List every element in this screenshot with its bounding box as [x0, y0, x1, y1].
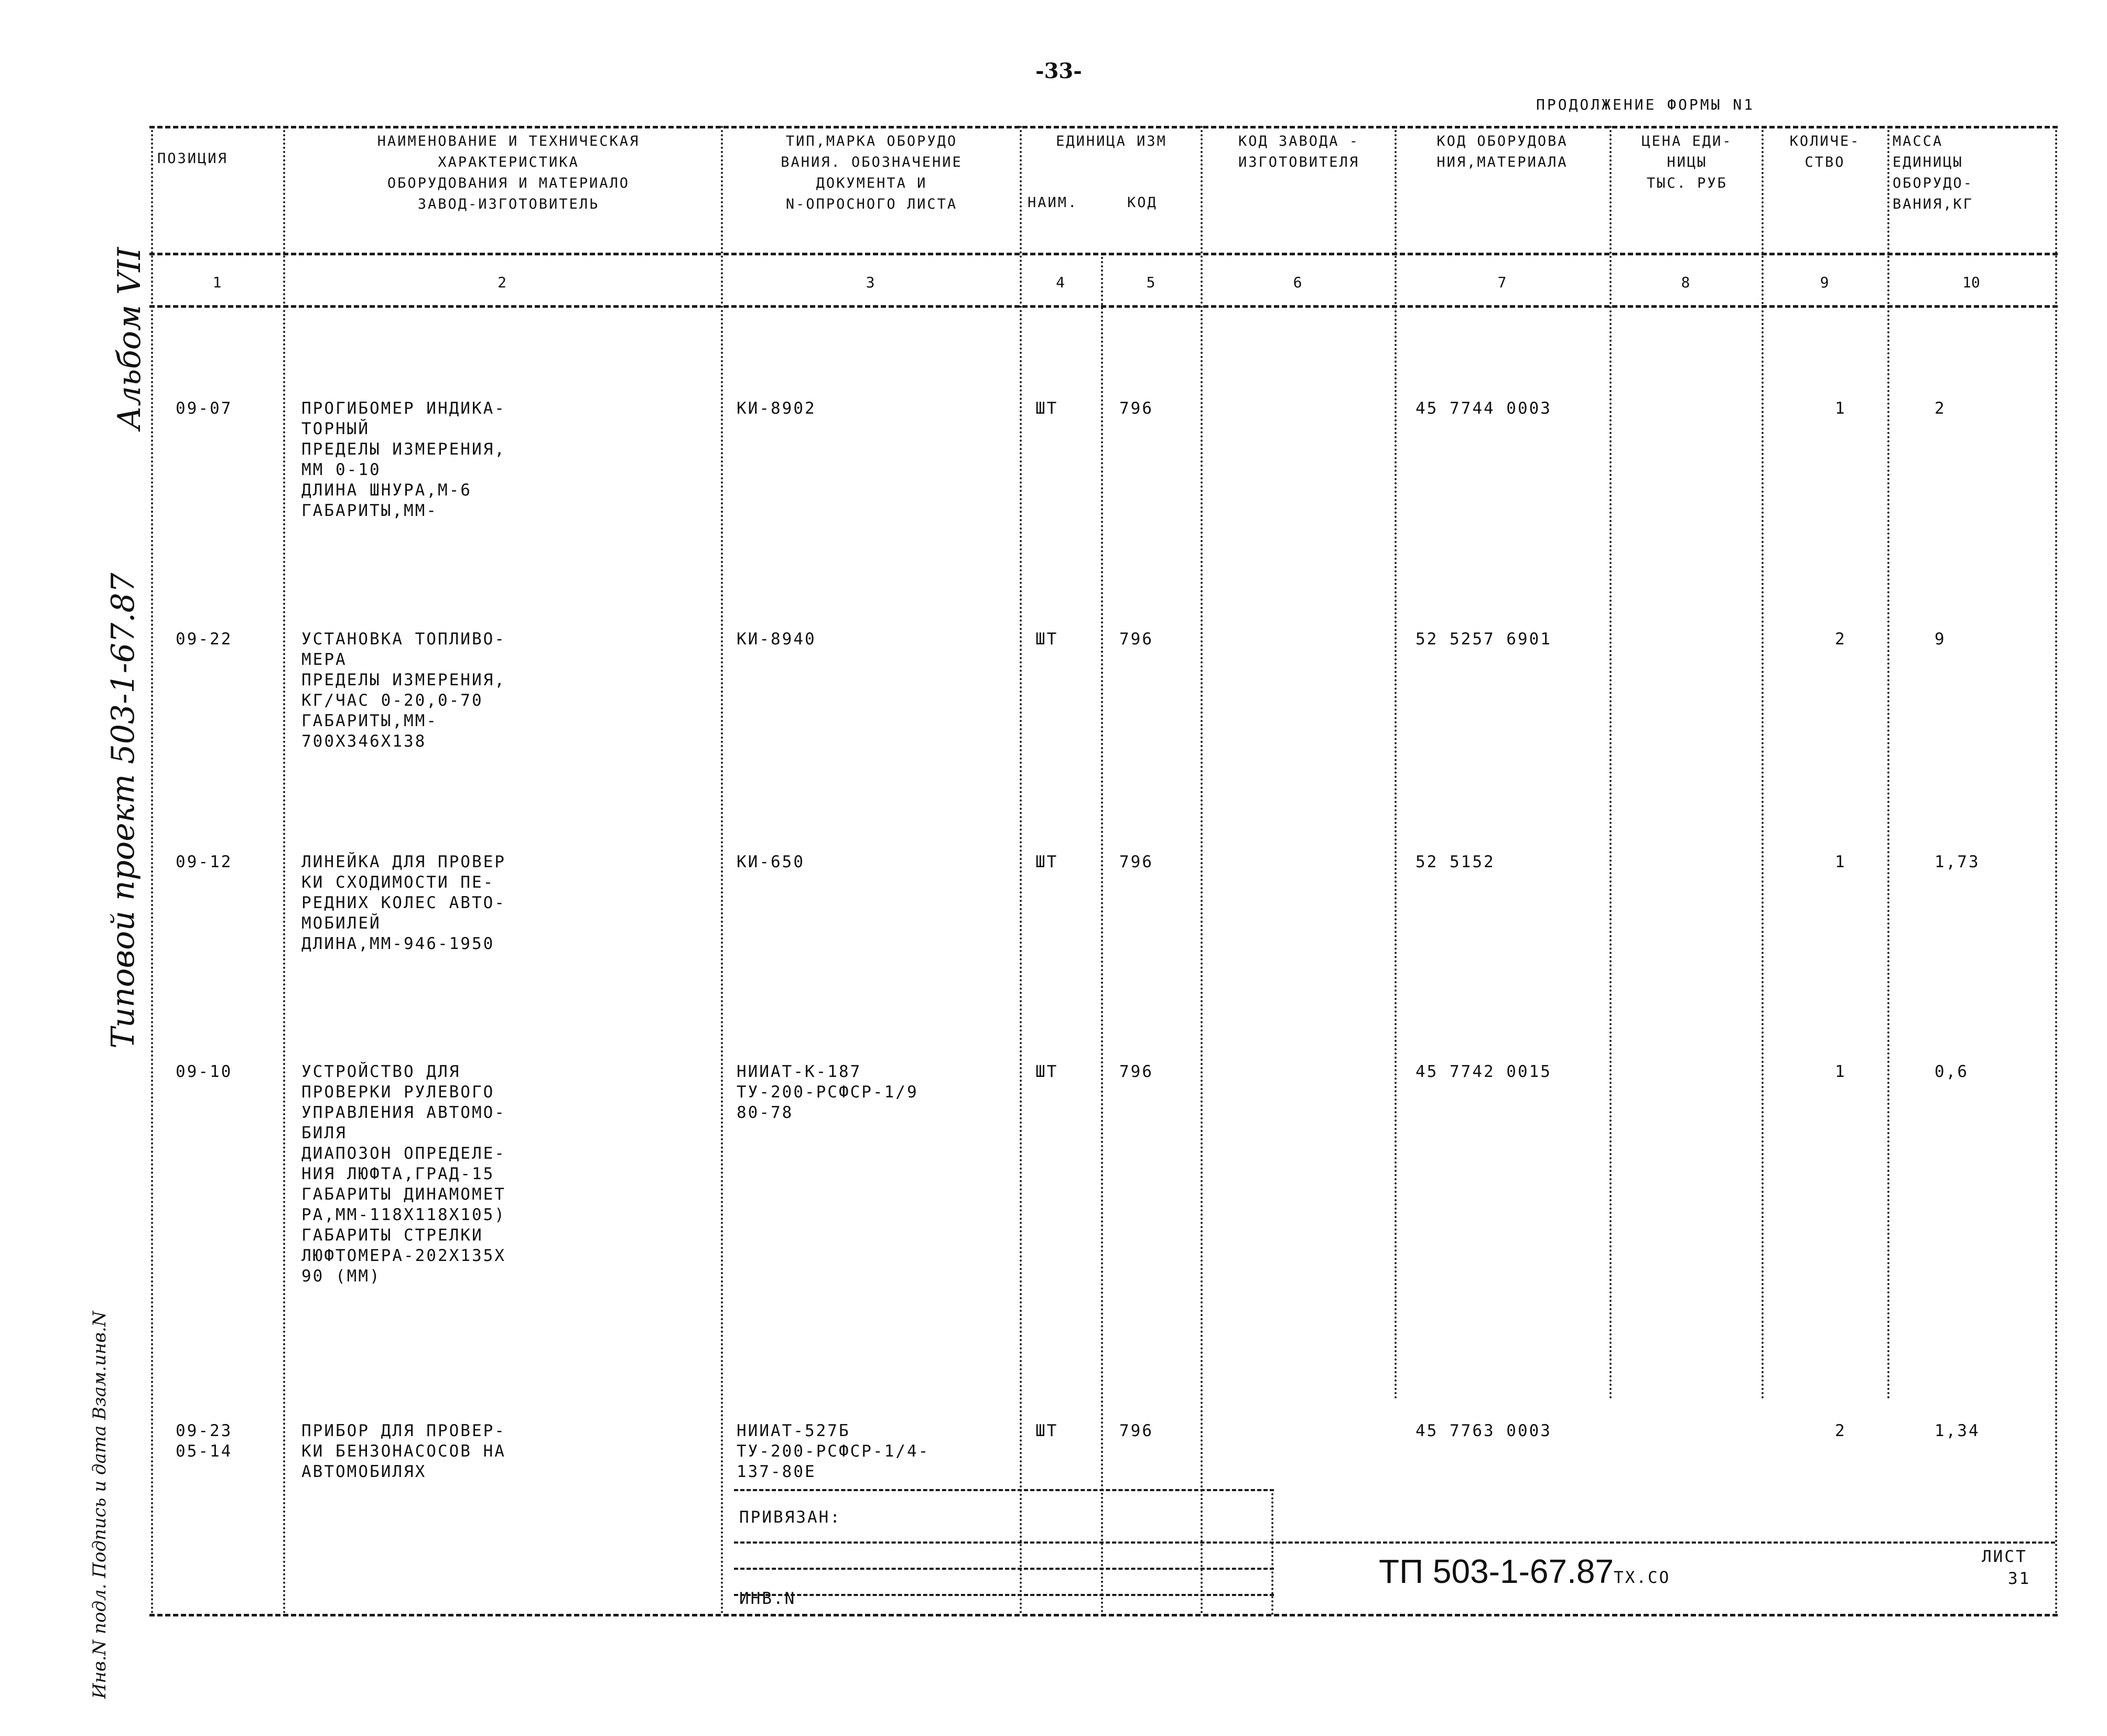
- row-name: УСТРОЙСТВО ДЛЯ ПРОВЕРКИ РУЛЕВОГО УПРАВЛЕНИЯ АВТОМО- БИЛЯ ДИАПОЗОН ОПРЕДЕЛЕ- НИЯ ЛЮФТА,ГРАД-15 ГАБАРИТЫ ДИНАМОМЕТ РА,ММ-118Х118Х105) ГАБАРИТЫ СТРЕЛКИ ЛЮФТОМЕРА-202Х135Х 90 (ММ): [301, 1062, 506, 1286]
- header-unit-name: НАИМ.: [1028, 195, 1078, 211]
- row-qty: 1: [1835, 853, 1846, 871]
- row-type: КИ-8940: [737, 630, 816, 649]
- col-line: [283, 126, 285, 1615]
- row-position: 09-07: [176, 399, 233, 418]
- row-mass: 1,73: [1935, 853, 1980, 871]
- col-number: 5: [1146, 274, 1155, 291]
- row-unit: ШТ: [1035, 1062, 1058, 1081]
- row-mass: 2: [1935, 399, 1946, 418]
- col-line: [1887, 126, 1889, 1400]
- bound-label: ПРИВЯЗАН:: [739, 1508, 841, 1527]
- sheet-number: 31: [2008, 1569, 2031, 1588]
- row-qty: 2: [1835, 630, 1846, 649]
- col-line: [2055, 126, 2057, 1615]
- col-number: 1: [212, 274, 222, 291]
- header-mass: МАССА ЕДИНИЦЫ ОБОРУДО- ВАНИЯ,КГ: [1893, 133, 1974, 212]
- rule-header-bottom: [149, 253, 2058, 255]
- row-type: НИИАТ-К-187 ТУ-200-РСФСР-1/9 80-78: [737, 1062, 919, 1122]
- header-position: ПОЗИЦИЯ: [157, 150, 228, 167]
- row-type: КИ-650: [737, 853, 805, 871]
- col-number: 4: [1056, 274, 1065, 291]
- col-line: [1101, 253, 1103, 1614]
- row-unit-code: 796: [1119, 630, 1153, 649]
- col-line: [151, 126, 153, 1615]
- sheet-label: ЛИСТ: [1982, 1547, 2027, 1566]
- continuation-title: ПРОДОЛЖЕНИЕ ФОРМЫ N1: [1536, 96, 1755, 113]
- row-name: ПРИБОР ДЛЯ ПРОВЕР- КИ БЕНЗОНАСОСОВ НА АВТОМОБИЛЯХ: [301, 1421, 506, 1481]
- row-position: 09-23 05-14: [176, 1421, 233, 1461]
- rule-top: [149, 126, 2058, 128]
- col-number: 10: [1962, 274, 1980, 291]
- header-price: ЦЕНА ЕДИ- НИЦЫ ТЫС. РУБ: [1641, 133, 1733, 191]
- col-line: [1020, 126, 1022, 1615]
- header-name: НАИМЕНОВАНИЕ И ТЕХНИЧЕСКАЯ ХАРАКТЕРИСТИКА ОБОРУДОВАНИЯ И МАТЕРИАЛО ЗАВОД-ИЗГОТОВИТЕЛЬ: [377, 133, 640, 212]
- row-position: 09-12: [176, 853, 233, 871]
- col-line: [1201, 126, 1203, 1615]
- row-type: КИ-8902: [737, 399, 816, 418]
- stamp-rule: [734, 1541, 2055, 1544]
- row-position: 09-22: [176, 630, 233, 649]
- row-name: УСТАНОВКА ТОПЛИВО- МЕРА ПРЕДЕЛЫ ИЗМЕРЕНИЯ, КГ/ЧАС 0-20,0-70 ГАБАРИТЫ,ММ- 700Х346Х138: [301, 630, 506, 751]
- row-equip-code: 52 5257 6901: [1416, 630, 1552, 649]
- col-line: [1762, 126, 1764, 1400]
- col-number: 6: [1293, 274, 1302, 291]
- side-label-album: Альбом VII: [111, 247, 148, 430]
- row-type: НИИАТ-527Б ТУ-200-РСФСР-1/4- 137-80Е: [737, 1421, 930, 1481]
- doc-code: ТП 503-1-67.87ТХ.СО: [1379, 1552, 1671, 1590]
- stamp-rule: [734, 1489, 1274, 1491]
- row-mass: 1,34: [1935, 1421, 1980, 1440]
- row-equip-code: 45 7763 0003: [1416, 1421, 1552, 1440]
- row-mass: 9: [1935, 630, 1946, 649]
- row-equip-code: 52 5152: [1416, 853, 1495, 871]
- col-line: [1609, 126, 1612, 1400]
- header-maker-code: КОД ЗАВОДА - ИЗГОТОВИТЕЛЯ: [1238, 133, 1360, 170]
- row-equip-code: 45 7742 0015: [1416, 1062, 1552, 1081]
- row-unit: ШТ: [1035, 630, 1058, 649]
- row-mass: 0,6: [1935, 1062, 1969, 1081]
- col-number: 8: [1681, 274, 1690, 291]
- header-unit-code: КОД: [1127, 195, 1158, 211]
- row-unit-code: 796: [1119, 1062, 1153, 1081]
- col-number: 7: [1497, 274, 1507, 291]
- col-number: 2: [498, 274, 506, 291]
- header-qty: КОЛИЧЕ- СТВО: [1789, 133, 1861, 170]
- row-unit-code: 796: [1119, 1421, 1153, 1440]
- stamp-rule: [734, 1568, 1274, 1570]
- row-unit: ШТ: [1035, 1421, 1058, 1440]
- header-unit: ЕДИНИЦА ИЗМ: [1056, 133, 1167, 149]
- header-equip-code: КОД ОБОРУДОВА НИЯ,МАТЕРИАЛА: [1436, 133, 1568, 170]
- header-type: ТИП,МАРКА ОБОРУДО ВАНИЯ. ОБОЗНАЧЕНИЕ ДОКУМЕНТА И N-ОПРОСНОГО ЛИСТА: [781, 133, 963, 212]
- row-qty: 2: [1835, 1421, 1846, 1440]
- col-line: [721, 126, 723, 1615]
- rule-bottom: [149, 1614, 2058, 1616]
- row-equip-code: 45 7744 0003: [1416, 399, 1552, 418]
- row-unit: ШТ: [1035, 853, 1058, 871]
- side-label-project: Типовой проект 503-1-67.87: [105, 573, 142, 1049]
- stamp-divider: [1271, 1489, 1273, 1615]
- col-number: 3: [866, 274, 875, 291]
- row-name: ЛИНЕЙКА ДЛЯ ПРОВЕР КИ СХОДИМОСТИ ПЕ- РЕДНИХ КОЛЕС АВТО- МОБИЛЕЙ ДЛИНА,ММ-946-1950: [301, 853, 506, 953]
- col-number: 9: [1820, 274, 1829, 291]
- col-line: [1395, 126, 1397, 1400]
- row-position: 09-10: [176, 1062, 233, 1081]
- stamp-rule: [734, 1594, 1274, 1596]
- row-name: ПРОГИБОМЕР ИНДИКА- ТОРНЫЙ ПРЕДЕЛЫ ИЗМЕРЕНИЯ, ММ 0-10 ДЛИНА ШНУРА,М-6 ГАБАРИТЫ,ММ-: [301, 399, 506, 520]
- page-number: -33-: [1035, 59, 1082, 83]
- row-qty: 1: [1835, 399, 1846, 418]
- side-label-stamps: Инв.N подл. Подпись и дата Взам.инв.N: [89, 1311, 110, 1699]
- row-unit: ШТ: [1035, 399, 1058, 418]
- inv-label: ИНВ.N: [739, 1589, 796, 1608]
- row-qty: 1: [1835, 1062, 1846, 1081]
- row-unit-code: 796: [1119, 853, 1153, 871]
- rule-numbers-bottom: [149, 305, 2058, 308]
- row-unit-code: 796: [1119, 399, 1153, 418]
